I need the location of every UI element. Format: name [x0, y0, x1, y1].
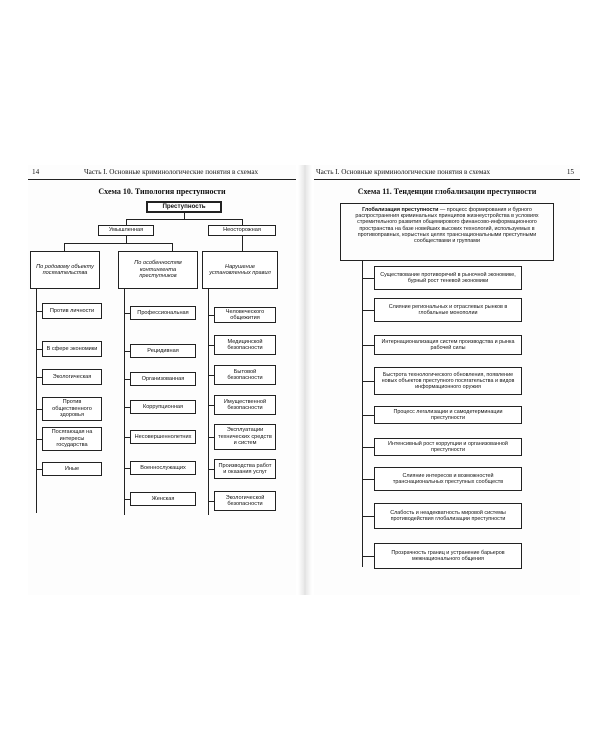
definition-box: [340, 203, 554, 261]
col2-item: Организованная: [130, 372, 196, 386]
col1-item: Иные: [42, 462, 102, 476]
col3-item: Медицинской безопасности: [214, 335, 276, 355]
col3-item: Эксплуатации технических средств и систем: [214, 424, 276, 450]
col2-item: Женская: [130, 492, 196, 506]
col3-item: Бытовой безопасности: [214, 365, 276, 385]
col2-item: Коррупционная: [130, 400, 196, 414]
left-page-header: [28, 165, 296, 180]
col2-item: Несовершеннолетних: [130, 430, 196, 444]
trend-item: Слияние интересов и возможностей транснациональных преступных сообществ: [374, 467, 522, 491]
trend-item: Быстрота технологического обновления, появление новых объектов преступного посягательства и видов информационного оружия: [374, 367, 522, 395]
trend-item: Существование противоречий в рыночной экономике, бурный рост теневой экономики: [374, 266, 522, 290]
col1-header: По родовому объекту посягательства: [30, 251, 100, 289]
col1-item: Против личности: [42, 303, 102, 319]
col1-item: Посягающая на интересы государства: [42, 427, 102, 451]
right-page: [314, 165, 580, 595]
intentional-node: Умышленная: [98, 225, 154, 236]
col3-item: Человеческого общежития: [214, 307, 276, 323]
col3-item: Имущественной безопасности: [214, 395, 276, 415]
right-page-header: [314, 165, 580, 180]
col2-item: Военнослужащих: [130, 461, 196, 475]
col2-header: По особенностям контингента преступников: [118, 251, 198, 289]
col2-item: Профессиональная: [130, 306, 196, 320]
col1-item: Против общественного здоровья: [42, 397, 102, 421]
definition-term: Глобализация преступности: [362, 207, 439, 213]
definition-text: — процесс формирования и бурного распространения криминальных принципов жизнеустройства в условиях стремительного развития общемирового финансово-информационного пространства на базе новейших высоких технологий, используемых в противоправных, корыстных целях транснациональными преступными сообществами и группами: [355, 207, 539, 245]
diagram-title: Схема 11. Тенденции глобализации преступности: [357, 187, 537, 196]
col2-item: Рецидивная: [130, 344, 196, 358]
trend-item: Интернационализация систем производства и рынка рабочей силы: [374, 335, 522, 355]
col3-header: Нарушение установленных правил: [202, 251, 278, 289]
trend-item: Процесс легализации и самодетерминации преступности: [374, 406, 522, 424]
col1-item: В сфере экономики: [42, 341, 102, 357]
col3-item: Производства работ и оказания услуг: [214, 459, 276, 479]
page-number: 14: [32, 168, 40, 176]
running-header: Часть I. Основные криминологические понятия в схемах: [316, 168, 491, 176]
page-number: 15: [566, 168, 574, 176]
trend-item: Слияние региональных и отраслевых рынков в глобальные монополии: [374, 298, 522, 322]
col3-item: Экологической безопасности: [214, 491, 276, 511]
negligent-node: Неосторожная: [208, 225, 276, 236]
diagram-title: Схема 10. Типология преступности: [98, 187, 226, 196]
left-page: [28, 165, 296, 595]
col1-item: Экологическая: [42, 369, 102, 385]
running-header: Часть I. Основные криминологические понятия в схемах: [84, 168, 259, 176]
trend-item: Прозрачность границ и устранение барьеров межнационального общения: [374, 543, 522, 569]
trend-item: Интенсивный рост коррупции и организованной преступности: [374, 438, 522, 456]
trend-item: Слабость и неадекватность мировой системы противодействия глобализации преступности: [374, 503, 522, 529]
root-node: Преступность: [146, 201, 222, 213]
book-fold: [298, 165, 312, 595]
